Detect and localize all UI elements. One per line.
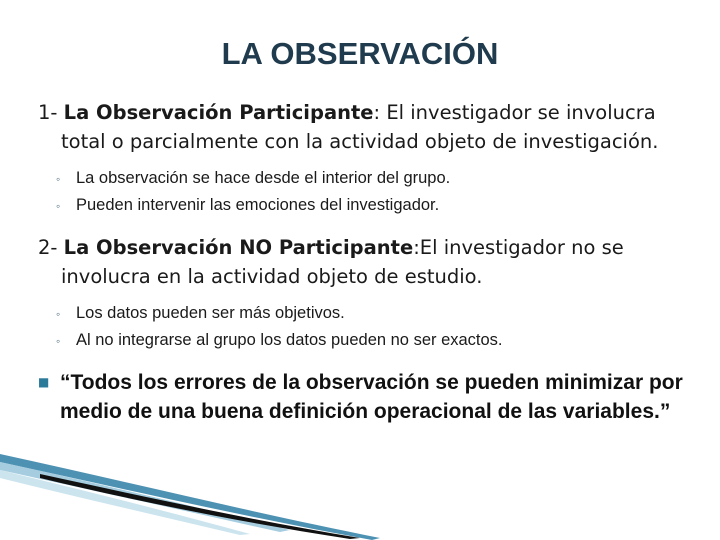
point-heading: La Observación NO Participante [63,236,414,259]
point-heading: La Observación Participante [63,101,374,124]
list-item-text: La observación se hace desde el interior del grupo. [76,169,451,187]
list-item [56,192,698,219]
list-item-text: Los datos pueden ser más objetivos. [76,304,345,322]
point-text: :El investigador no se involucra en la actividad objeto de estudio. [61,236,624,288]
slide-title: LA OBSERVACIÓN [221,36,499,71]
point-participante [38,98,698,156]
point-prefix: 2- [38,236,64,259]
list-item-text: Al no integrarse al grupo los datos pueden no ser exactos. [76,331,503,349]
square-bullet-icon: ■ [38,375,50,389]
hollow-circle-icon: ◦ [56,334,61,348]
quote-block [38,368,698,426]
point-text: : El investigador se involucra total o parcialmente con la actividad objeto de investigación. [61,101,659,153]
list-item-text: Pueden intervenir las emociones del investigador. [76,196,440,214]
swoosh-decoration [0,440,720,540]
hollow-circle-icon: ◦ [56,199,61,213]
sub-list-participante [56,165,698,219]
slide-content [38,98,698,426]
sub-list-no-participante [56,300,698,354]
point-prefix: 1- [38,101,64,124]
list-item [56,300,698,327]
quote-text: “Todos los errores de la observación se pueden minimizar por medio de una buena definición operacional de las variables.” [60,371,683,423]
list-item [56,165,698,192]
point-no-participante [38,233,698,291]
hollow-circle-icon: ◦ [56,307,61,321]
list-item [56,327,698,354]
hollow-circle-icon: ◦ [56,172,61,186]
